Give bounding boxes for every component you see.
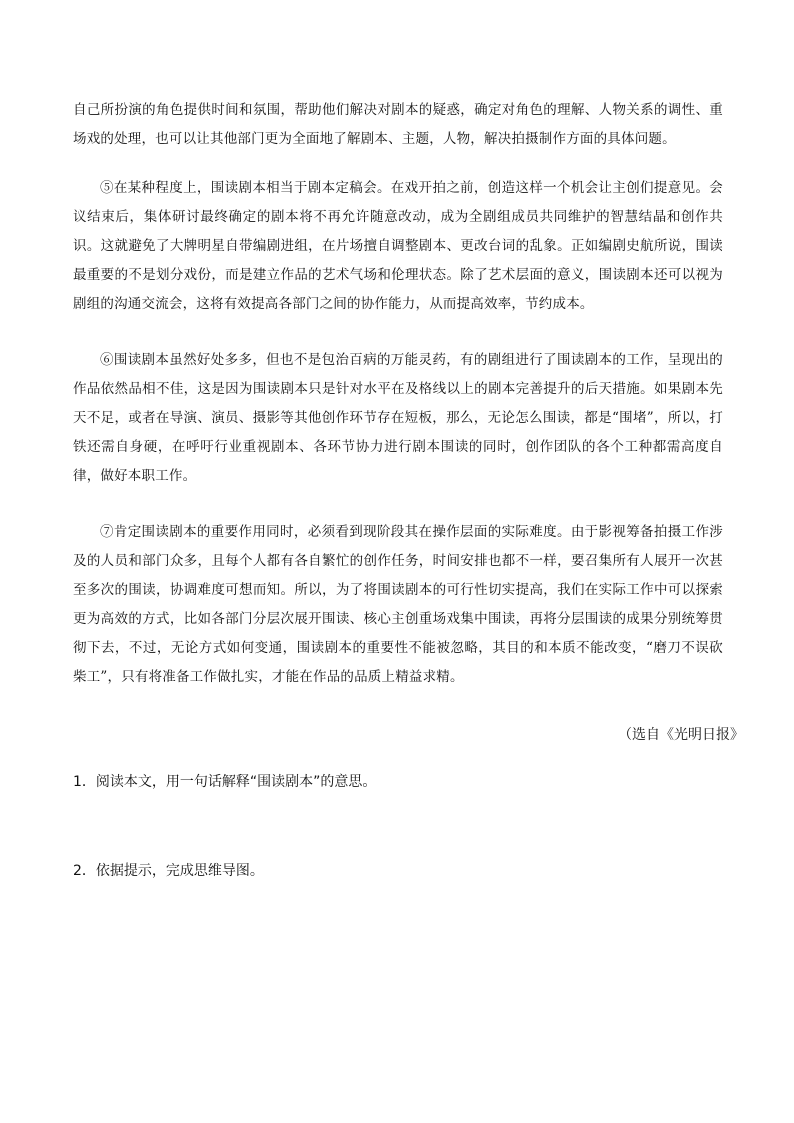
question-2 — [73, 861, 264, 881]
article-source: （选自《光明日报》 — [618, 727, 744, 743]
question-text: 阅读本文，用一句话解释“围读剧本”的意思。 — [95, 774, 377, 790]
paragraph-7: ⑦肯定围读剧本的重要作用同时，必须看到现阶段其在操作层面的实际难度。由于影视筹备拍摄工作涉及的人员和部门众多，且每个人都有各自繁忙的创作任务，时间安排也都不一样，要召集所有人展开一次甚至多次的围读，协调难度可想而知。所以，为了将围读剧本的可行性切实提高，我们在实际工作中可以探索更为高效的方式，比如各部门分层次展开围读、核心主创重场戏集中围读，再将分层围读的成果分别统筹贯彻下去，不过，无论方式如何变通，围读剧本的重要性不能被忽略，其目的和本质不能改变，“磨刀不误砍柴工”，只有将准备工作做扎实，才能在作品的品质上精益求精。 — [73, 524, 723, 685]
question-number: 1． — [73, 774, 96, 790]
question-number: 2． — [73, 863, 96, 879]
paragraph-6: ⑥围读剧本虽然好处多多，但也不是包治百病的万能灵药，有的剧组进行了围读剧本的工作，呈现出的作品依然品相不佳，这是因为围读剧本只是针对水平在及格线以上的剧本完善提升的后天措施。如果剧本先天不足，或者在导演、演员、摄影等其他创作环节存在短板，那么，无论怎么围读，都是“围堵”，所以，打铁还需自身硬，在呼吁行业重视剧本、各环节协力进行剧本围读的同时，创作团队的各个工种都需高度自律，做好本职工作。 — [73, 352, 723, 484]
question-text: 依据提示，完成思维导图。 — [95, 863, 264, 879]
question-1 — [73, 772, 376, 792]
paragraph-5: ⑤在某种程度上，围读剧本相当于剧本定稿会。在戏开拍之前，创造这样一个机会让主创们提意见。会议结束后，集体研讨最终确定的剧本将不再允许随意改动，成为全剧组成员共同维护的智慧结晶和创作共识。这就避免了大牌明星自带编剧进组，在片场擅自调整剧本、更改台词的乱象。正如编剧史航所说，围读最重要的不是划分戏份，而是建立作品的艺术气场和伦理状态。除了艺术层面的意义，围读剧本还可以视为剧组的沟通交流会，这将有效提高各部门之间的协作能力，从而提高效率，节约成本。 — [73, 180, 723, 312]
paragraph-intro: 自己所扮演的角色提供时间和氛围，帮助他们解决对剧本的疑惑，确定对角色的理解、人物关系的调性、重场戏的处理，也可以让其他部门更为全面地了解剧本、主题，人物，解决拍摄制作方面的具体问题。 — [73, 102, 723, 147]
